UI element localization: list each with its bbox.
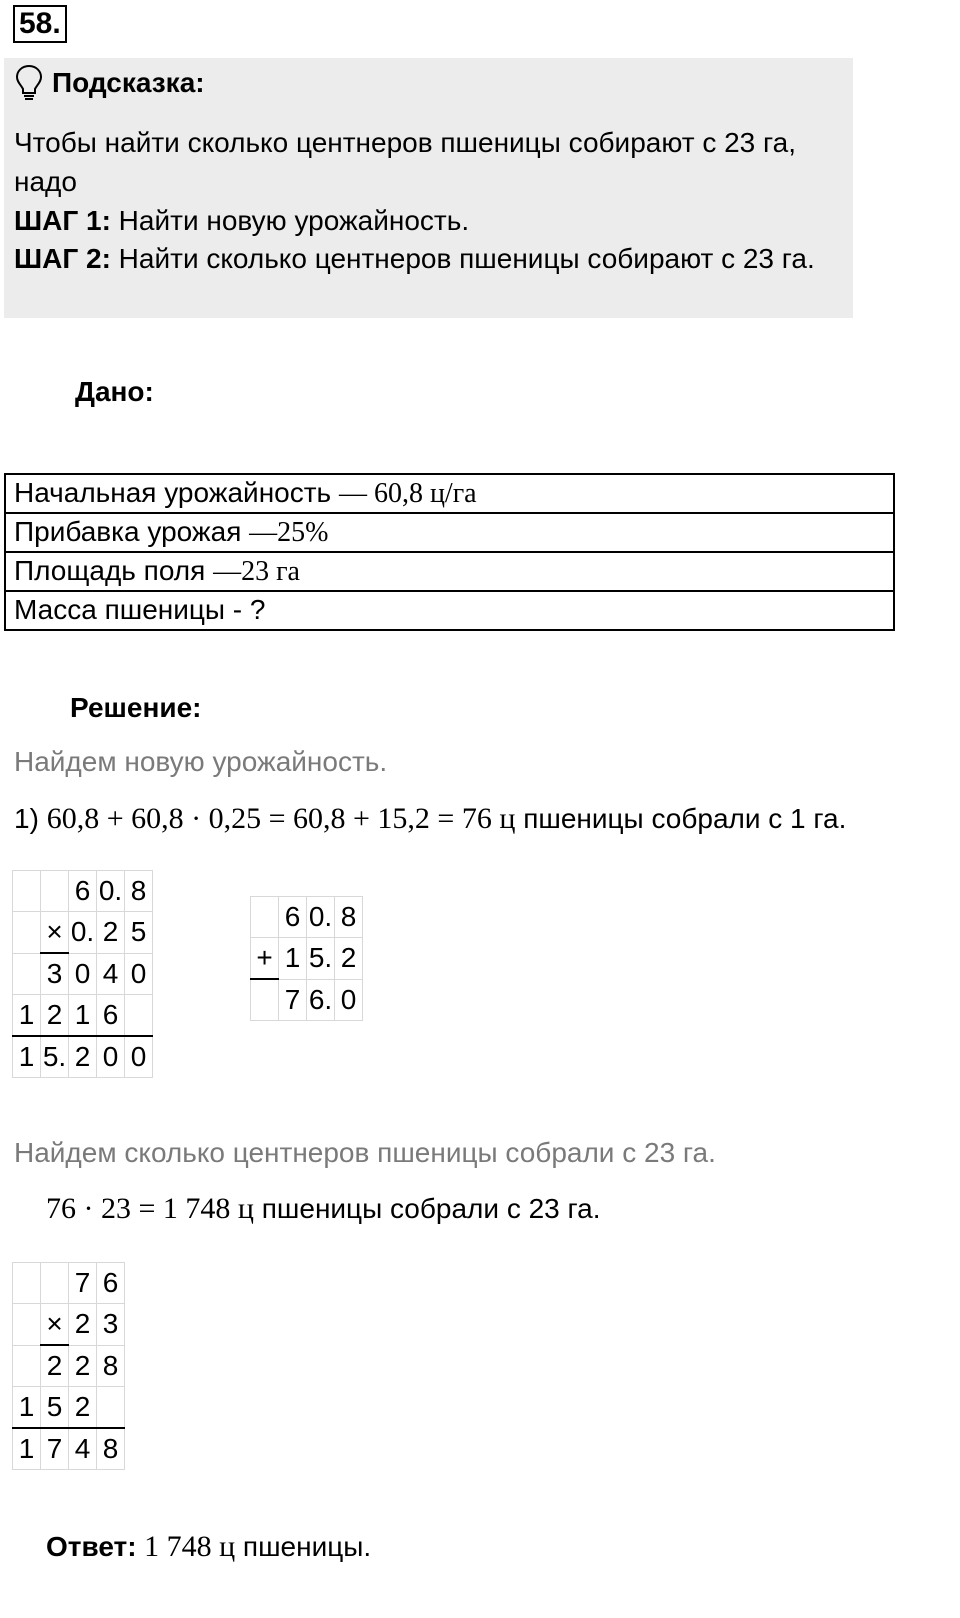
grid-cell — [13, 871, 41, 912]
multiply-sign: × — [41, 912, 69, 954]
given-label: Площадь поля — [14, 555, 214, 586]
grid-cell — [13, 1263, 41, 1304]
grid-cell: 5 — [41, 1387, 69, 1429]
given-row — [5, 474, 894, 513]
step-1-caption: Найдем новую урожайность. — [14, 746, 388, 777]
hint-step-2-label: ШАГ 2: — [14, 243, 111, 274]
step-1-math: 60,8 + 60,8 · 0,25 = 60,8 + 15,2 = 76 ц — [46, 802, 516, 835]
solution-title: Решение: — [70, 692, 202, 723]
grid-cell: 6. — [307, 979, 335, 1021]
grid-cell: 7 — [279, 979, 307, 1021]
grid-cell: 5. — [307, 938, 335, 980]
grid-cell: 8 — [335, 897, 363, 938]
grid-cell — [13, 1345, 41, 1387]
grid-cell — [13, 1304, 41, 1346]
grid-cell: 2 — [335, 938, 363, 980]
grid-cell: 4 — [69, 1428, 97, 1470]
grid-cell: 2 — [69, 1036, 97, 1078]
hint-step-1-text: Найти новую урожайность. — [110, 205, 470, 236]
grid-cell: 0. — [97, 871, 125, 912]
grid-cell: 5 — [125, 912, 153, 954]
grid-cell: 1 — [13, 995, 41, 1037]
grid-cell: 1 — [13, 1036, 41, 1078]
grid-row — [13, 995, 153, 1037]
grid-cell: 1 — [279, 938, 307, 980]
grid-cell: 0 — [125, 1036, 153, 1078]
step-2-suffix: пшеницы собрали с 23 га. — [253, 1193, 601, 1224]
grid-row — [13, 1345, 125, 1387]
grid-cell: 6 — [69, 871, 97, 912]
hint-step-1 — [14, 202, 469, 240]
grid-cell — [13, 953, 41, 995]
step-1-number: 1) — [14, 803, 47, 834]
grid-cell: 4 — [97, 953, 125, 995]
grid-cell: 8 — [125, 871, 153, 912]
hint-text-line-1: Чтобы найти сколько центнеров пшеницы собирают с 23 га, — [14, 127, 796, 158]
plus-sign: + — [251, 938, 279, 980]
multiplication-grid-1 — [12, 870, 153, 1078]
multiply-sign: × — [41, 1304, 69, 1346]
grid-row — [251, 979, 363, 1021]
step-2-math: 76 · 23 = 1 748 ц — [46, 1192, 254, 1225]
answer — [46, 1530, 371, 1564]
grid-row — [13, 912, 153, 954]
grid-cell: 1 — [13, 1387, 41, 1429]
grid-cell: 0 — [69, 953, 97, 995]
grid-cell — [251, 979, 279, 1021]
grid-cell: 0 — [97, 1036, 125, 1078]
hint-step-2 — [14, 240, 815, 278]
hint-step-2-text: Найти сколько центнеров пшеницы собирают с 23 га. — [110, 243, 815, 274]
grid-cell — [13, 912, 41, 954]
grid-cell: 1 — [13, 1428, 41, 1470]
given-value: —23 га — [213, 556, 300, 587]
task-number: 58. — [13, 5, 67, 43]
grid-cell — [97, 1387, 125, 1429]
answer-label: Ответ: — [46, 1531, 137, 1562]
lightbulb-icon — [14, 64, 44, 102]
grid-row — [13, 1263, 125, 1304]
grid-row — [13, 1036, 153, 1078]
multiplication-grid-2 — [12, 1262, 125, 1470]
grid-cell: 6 — [279, 897, 307, 938]
given-row — [5, 591, 894, 630]
grid-cell: 2 — [69, 1387, 97, 1429]
grid-cell: 3 — [97, 1304, 125, 1346]
given-title: Дано: — [75, 376, 154, 407]
grid-cell: 8 — [97, 1428, 125, 1470]
grid-row — [13, 1428, 125, 1470]
grid-row — [13, 871, 153, 912]
given-label: Начальная урожайность — [14, 477, 339, 508]
grid-row — [13, 953, 153, 995]
grid-cell: 0 — [125, 953, 153, 995]
grid-cell: 2 — [69, 1345, 97, 1387]
hint-step-1-label: ШАГ 1: — [14, 205, 111, 236]
given-row — [5, 552, 894, 591]
grid-cell: 2 — [69, 1304, 97, 1346]
grid-cell: 3 — [41, 953, 69, 995]
grid-cell — [125, 995, 153, 1037]
given-value: —25% — [249, 517, 329, 548]
grid-cell — [41, 871, 69, 912]
given-table — [4, 473, 895, 631]
answer-suffix: пшеницы. — [235, 1531, 372, 1562]
grid-cell: 2 — [41, 1345, 69, 1387]
grid-cell: 6 — [97, 995, 125, 1037]
grid-row — [13, 1304, 125, 1346]
grid-cell: 0 — [335, 979, 363, 1021]
hint-title: Подсказка: — [52, 67, 205, 98]
addition-grid — [250, 896, 363, 1021]
grid-row — [251, 897, 363, 938]
step-1-suffix: пшеницы собрали с 1 га. — [515, 803, 847, 834]
grid-cell: 5. — [41, 1036, 69, 1078]
step-1-equation — [14, 802, 846, 836]
grid-cell: 0. — [69, 912, 97, 954]
grid-cell: 1 — [69, 995, 97, 1037]
grid-cell: 7 — [69, 1263, 97, 1304]
grid-cell — [41, 1263, 69, 1304]
given-label: Прибавка урожая — [14, 516, 250, 547]
grid-cell: 2 — [41, 995, 69, 1037]
grid-cell: 8 — [97, 1345, 125, 1387]
grid-row — [251, 938, 363, 980]
grid-cell: 6 — [97, 1263, 125, 1304]
given-label: Масса пшеницы - ? — [14, 594, 266, 625]
grid-cell: 0. — [307, 897, 335, 938]
grid-row — [13, 1387, 125, 1429]
grid-cell — [251, 897, 279, 938]
given-value: — 60,8 ц/га — [338, 478, 477, 509]
answer-value: 1 748 ц — [136, 1530, 236, 1563]
hint-text-line-2: надо — [14, 166, 77, 197]
step-2-caption: Найдем сколько центнеров пшеницы собрали с 23 га. — [14, 1137, 716, 1168]
grid-cell: 7 — [41, 1428, 69, 1470]
given-row — [5, 513, 894, 552]
step-2-equation — [46, 1192, 600, 1226]
grid-cell: 2 — [97, 912, 125, 954]
